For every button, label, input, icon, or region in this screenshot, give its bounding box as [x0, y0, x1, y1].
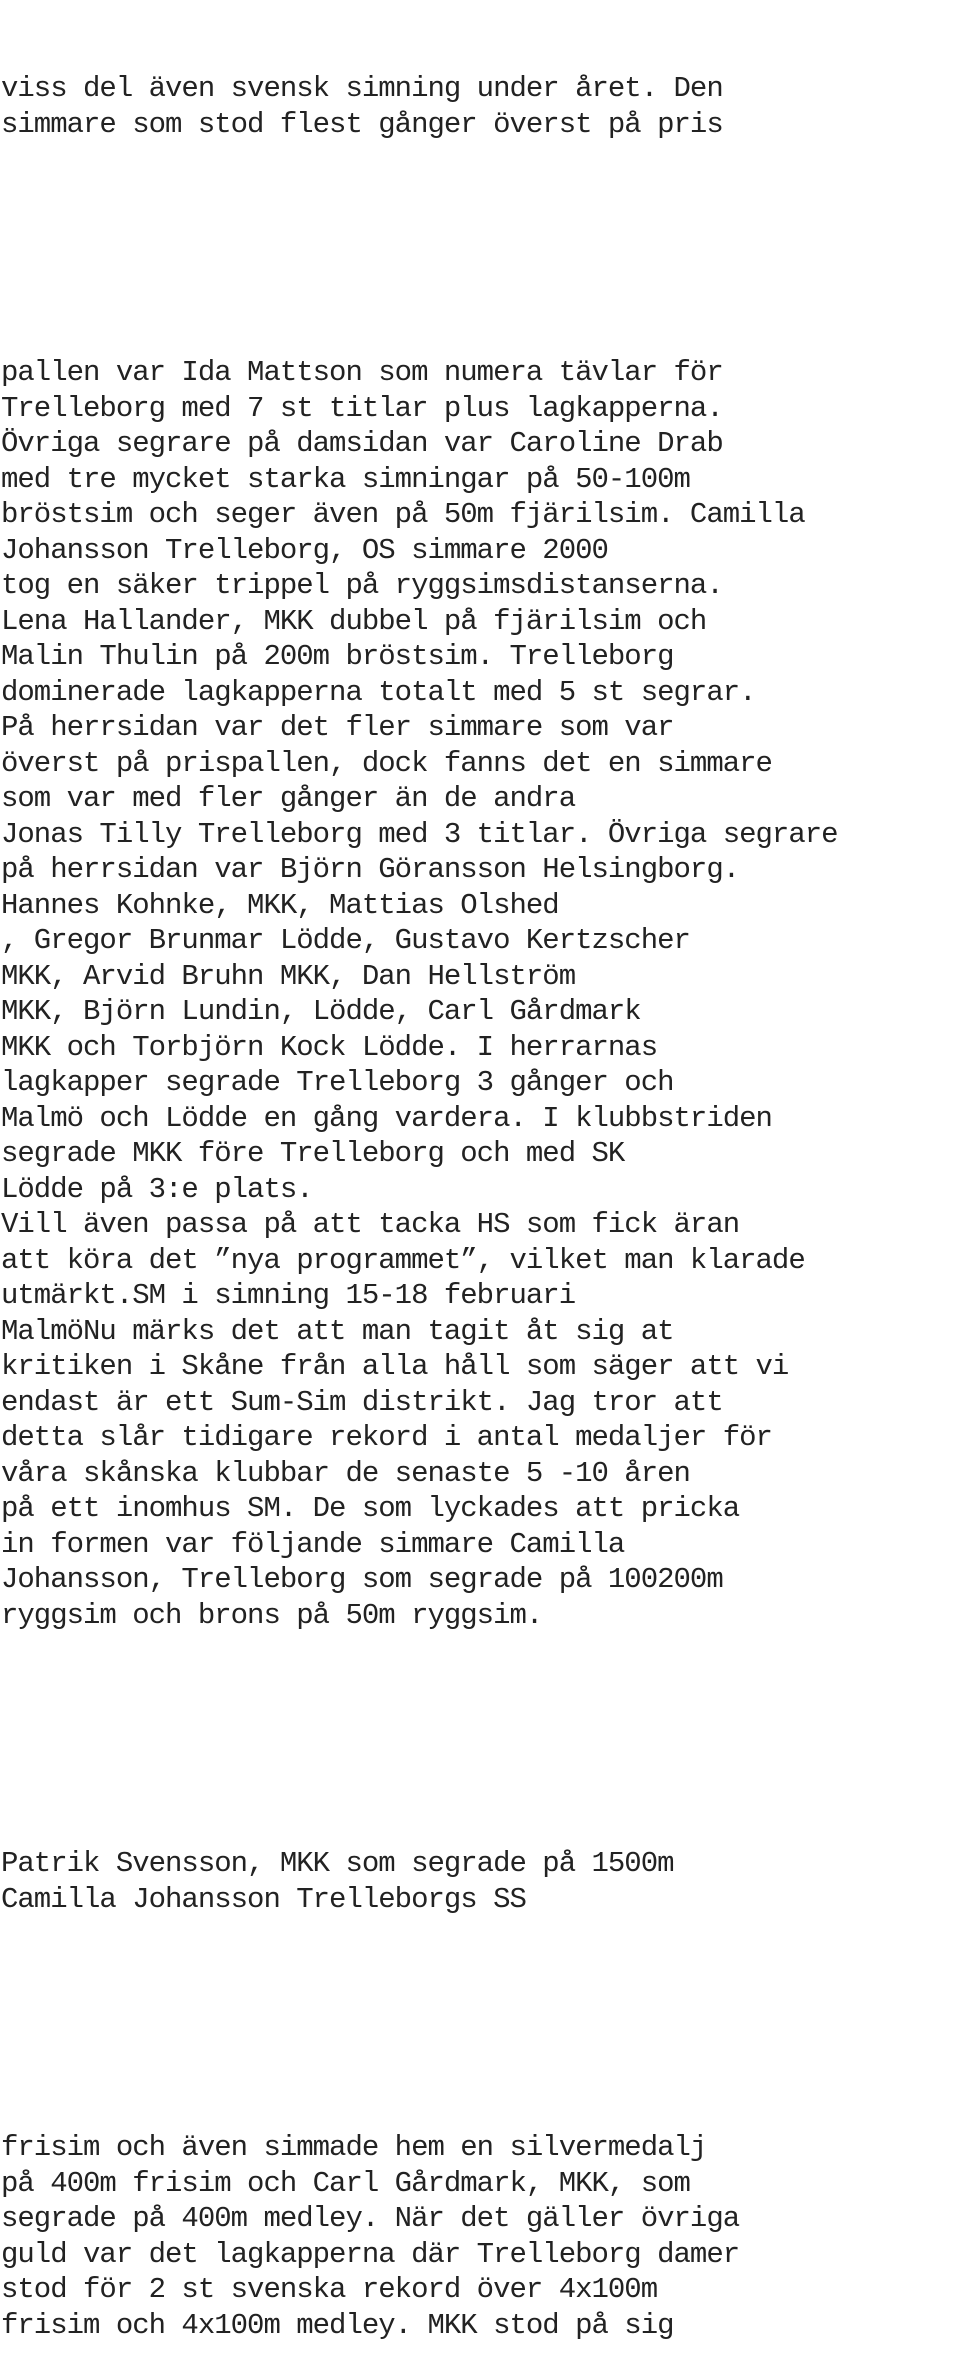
text-line: endast är ett Sum-Sim distrikt. Jag tror att	[1, 1385, 723, 1419]
text-line: På herrsidan var det fler simmare som var	[1, 711, 674, 744]
text-line: Lödde på 3:e plats.	[1, 1172, 313, 1206]
text-line: segrade på 400m medley. När det gäller övriga	[1, 2202, 740, 2235]
text-line: viss del även svensk simning under året. Den	[1, 72, 723, 105]
text-line: Hannes Kohnke, MKK, Mattias Olshed	[1, 888, 559, 922]
paragraph-4	[1, 2130, 956, 2343]
text-line: in formen var följande simmare Camilla	[1, 1527, 625, 1561]
text-line: frisim och 4x100m medley. MKK stod på sig	[1, 2308, 674, 2342]
text-line: Patrik Svensson, MKK som segrade på 1500m	[1, 1847, 674, 1880]
text-line: våra skånska klubbar de senaste 5 -10 åren	[1, 1456, 690, 1490]
text-line: kritiken i Skåne från alla håll som säger att vi	[1, 1350, 789, 1383]
text-line: MKK, Björn Lundin, Lödde, Carl Gårdmark	[1, 995, 641, 1028]
text-line: Jonas Tilly Trelleborg med 3 titlar. Övriga segrare	[1, 817, 838, 851]
text-line: Lena Hallander, MKK dubbel på fjärilsim och	[1, 604, 707, 638]
text-line: utmärkt.SM i simning 15-18 februari	[1, 1279, 576, 1312]
text-line: simmare som stod flest gånger överst på pris	[1, 107, 723, 141]
text-line: ryggsim och brons på 50m ryggsim.	[1, 1598, 543, 1632]
paragraph-gap	[1, 1988, 956, 2059]
text-line: Trelleborg med 7 st titlar plus lagkapperna.	[1, 391, 723, 425]
paragraph-2	[1, 355, 956, 1633]
text-line: på ett inomhus SM. De som lyckades att pricka	[1, 1492, 740, 1525]
text-line: lagkapper segrade Trelleborg 3 gånger och	[1, 1066, 674, 1099]
text-line: Övriga segrare på damsidan var Caroline Drab	[1, 427, 723, 460]
text-line: guld var det lagkapperna där Trelleborg damer	[1, 2237, 740, 2271]
paragraph-gap	[1, 213, 956, 284]
text-line: Johansson, Trelleborg som segrade på 100200m	[1, 1563, 723, 1596]
text-line: frisim och även simmade hem en silvermedalj	[1, 2131, 707, 2164]
text-line: på herrsidan var Björn Göransson Helsingborg.	[1, 853, 740, 886]
document-page	[1, 0, 956, 2379]
text-line: MalmöNu märks det att man tagit åt sig at	[1, 1314, 674, 1348]
text-line: MKK, Arvid Bruhn MKK, Dan Hellström	[1, 959, 576, 993]
text-line: MKK och Torbjörn Kock Lödde. I herrarnas	[1, 1030, 658, 1064]
text-line: att köra det ”nya programmet”, vilket man klarade	[1, 1243, 805, 1277]
text-line: som var med fler gånger än de andra	[1, 782, 576, 815]
text-line: med tre mycket starka simningar på 50-100m	[1, 462, 690, 496]
text-line: Camilla Johansson Trelleborgs SS	[1, 1882, 526, 1916]
text-line: pallen var Ida Mattson som numera tävlar för	[1, 356, 723, 389]
text-line: Johansson Trelleborg, OS simmare 2000	[1, 533, 608, 567]
text-line: på 400m frisim och Carl Gårdmark, MKK, som	[1, 2166, 690, 2200]
text-line: segrade MKK före Trelleborg och med SK	[1, 1137, 625, 1170]
text-line: Malmö och Lödde en gång vardera. I klubbstriden	[1, 1101, 772, 1135]
text-line: detta slår tidigare rekord i antal medaljer för	[1, 1421, 772, 1454]
paragraph-3	[1, 1846, 956, 1917]
text-line: tog en säker trippel på ryggsimsdistanserna.	[1, 569, 723, 602]
text-line: Malin Thulin på 200m bröstsim. Trelleborg	[1, 640, 674, 673]
text-line: bröstsim och seger även på 50m fjärilsim. Camilla	[1, 498, 805, 531]
text-line: överst på prispallen, dock fanns det en simmare	[1, 746, 772, 780]
paragraph-1	[1, 71, 956, 142]
text-line: Vill även passa på att tacka HS som fick äran	[1, 1208, 740, 1241]
text-line: dominerade lagkapperna totalt med 5 st segrar.	[1, 675, 756, 709]
text-line: , Gregor Brunmar Lödde, Gustavo Kertzscher	[1, 924, 690, 957]
text-line: stod för 2 st svenska rekord över 4x100m	[1, 2273, 658, 2306]
paragraph-gap	[1, 1704, 956, 1775]
